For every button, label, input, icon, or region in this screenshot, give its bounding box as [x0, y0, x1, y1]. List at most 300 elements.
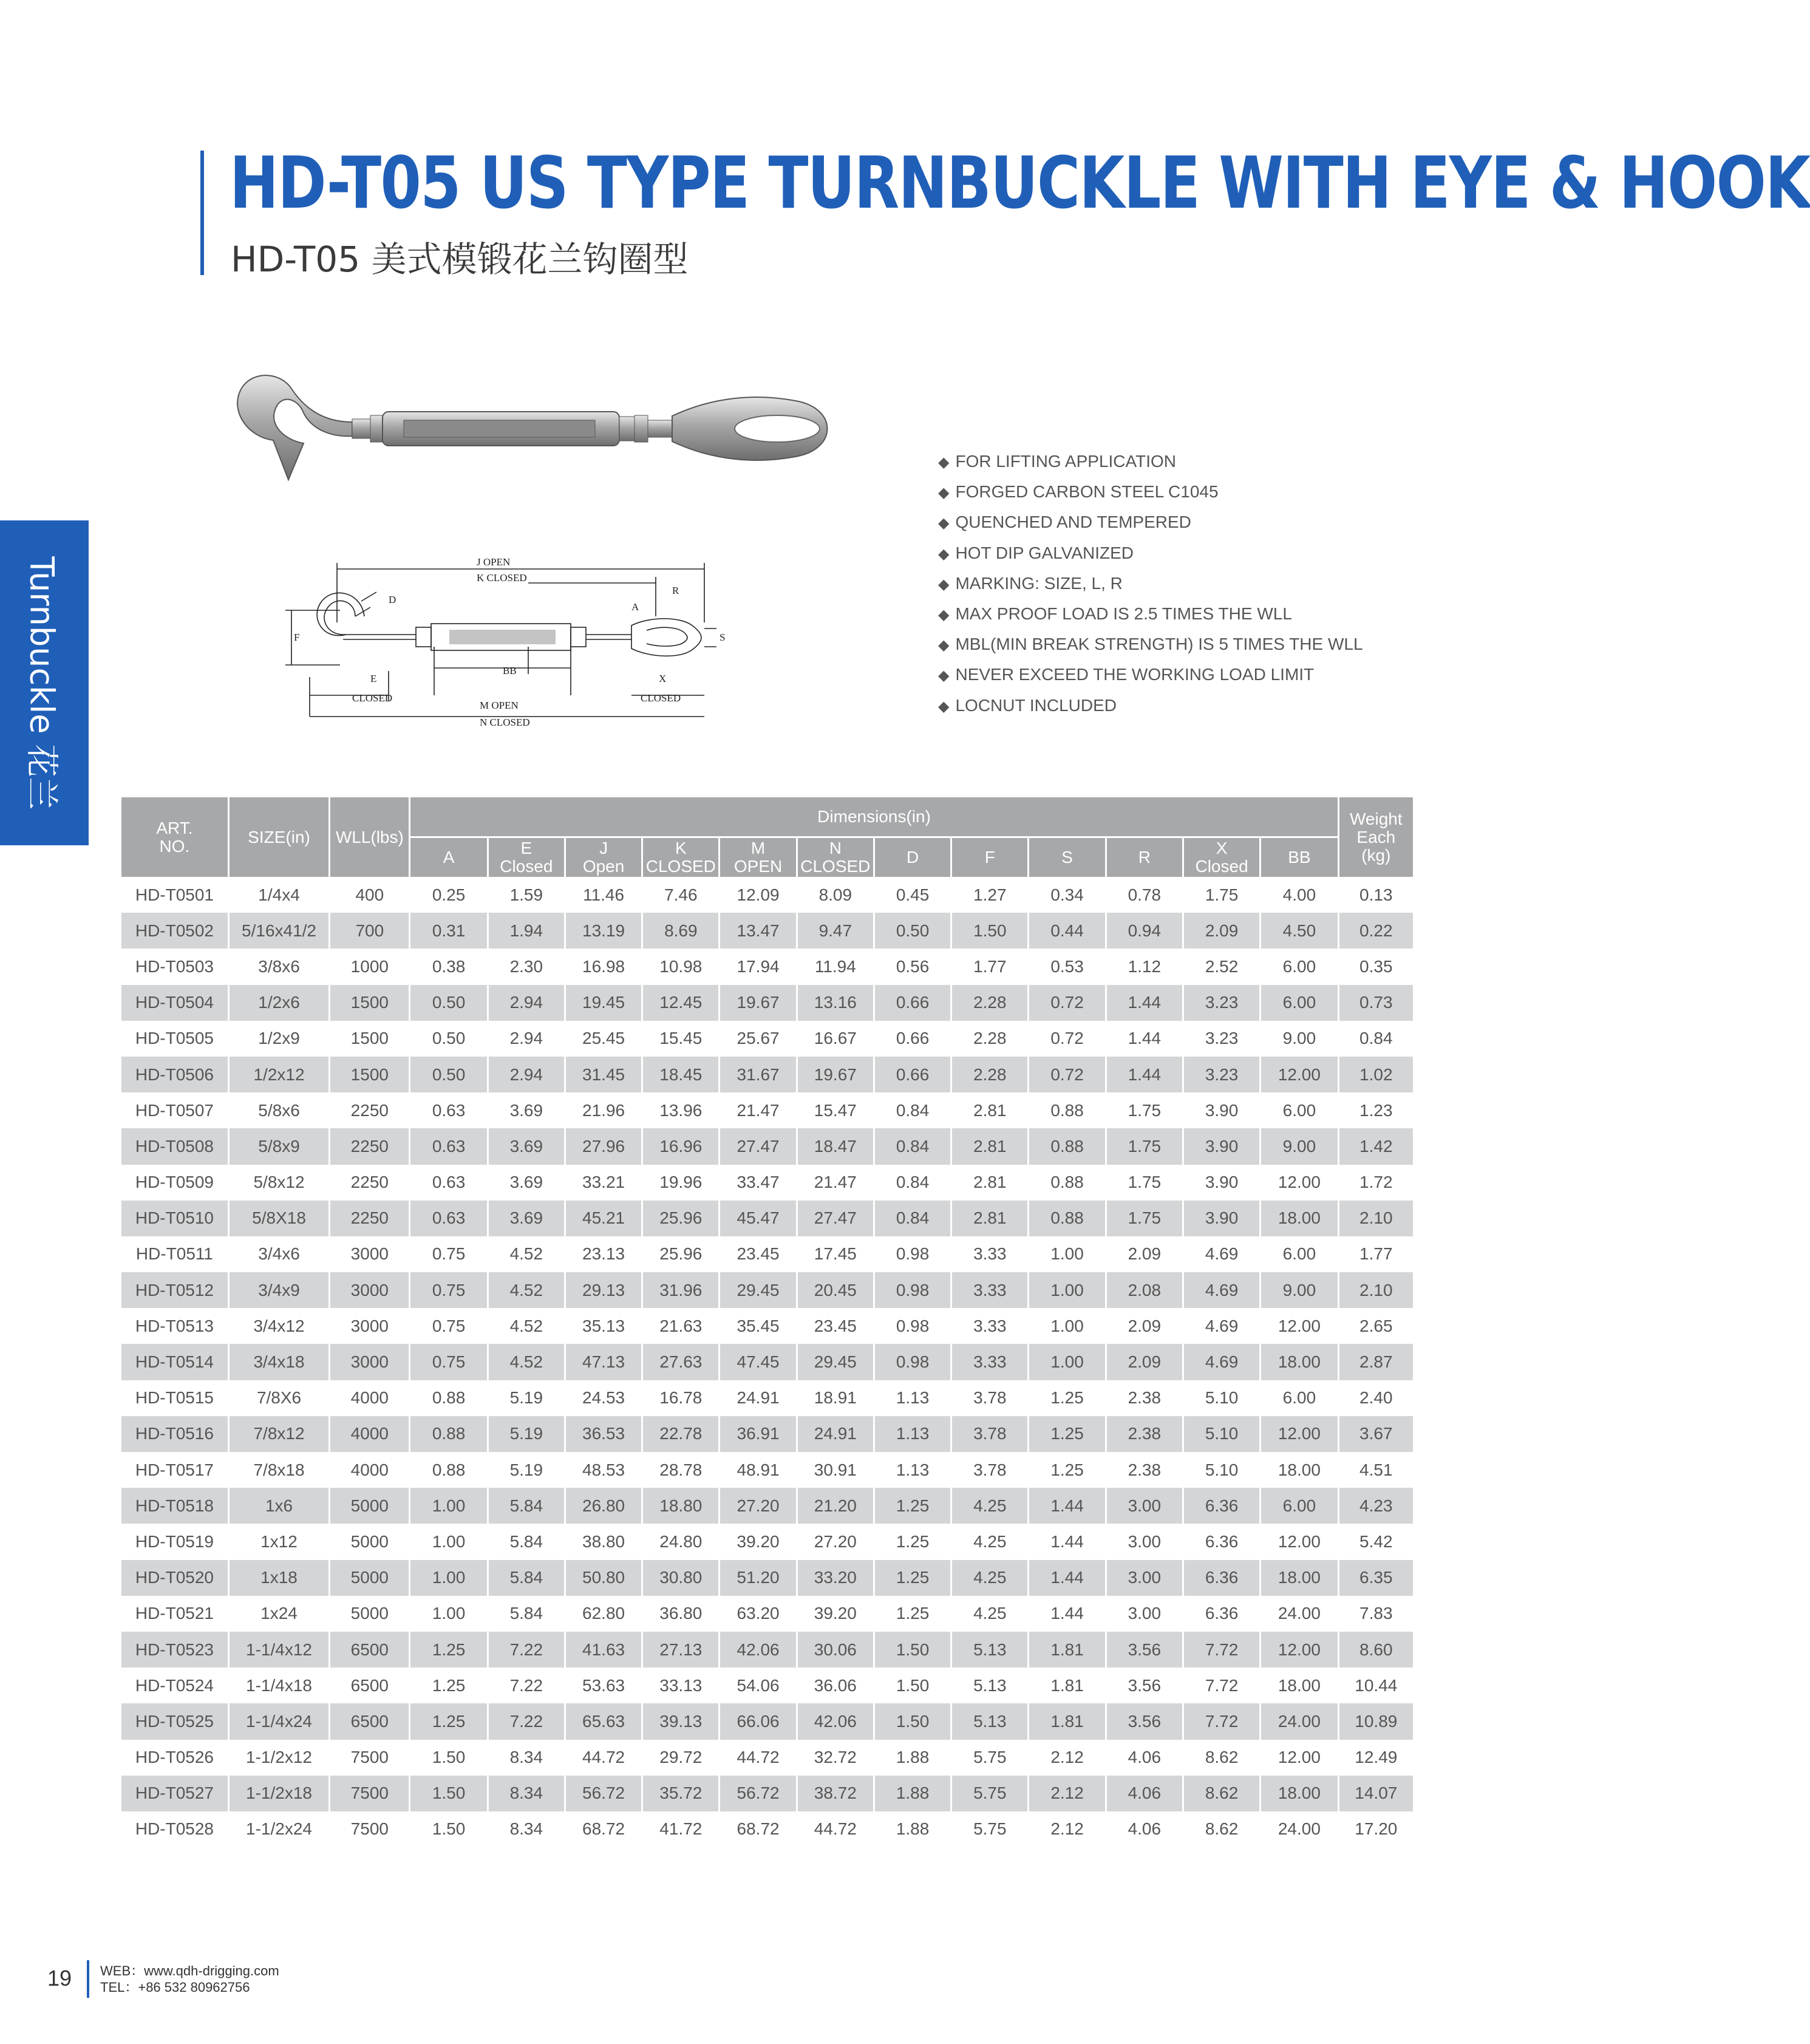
- table-cell: 4.69: [1183, 1344, 1260, 1380]
- table-cell: 3/8x6: [228, 949, 329, 984]
- side-category-tab: [0, 520, 89, 845]
- table-cell: 5/8X18: [228, 1201, 329, 1236]
- table-cell: 1-1/4x12: [228, 1632, 329, 1668]
- table-cell: 1.75: [1106, 1128, 1183, 1164]
- table-cell: 3.56: [1106, 1703, 1183, 1739]
- table-row: [121, 1560, 1414, 1596]
- table-cell: 27.63: [642, 1344, 720, 1380]
- table-cell: 36.53: [565, 1416, 642, 1452]
- table-cell: 0.98: [874, 1344, 951, 1380]
- table-cell: 5.42: [1338, 1524, 1414, 1559]
- col-header-wll: WLL(lbs): [330, 797, 410, 877]
- label-m-open: M OPEN: [480, 700, 519, 711]
- col-header-dimensions: Dimensions(in): [410, 797, 1338, 837]
- table-cell: 24.00: [1261, 1596, 1338, 1632]
- table-cell: 33.21: [565, 1165, 642, 1201]
- table-cell: 0.53: [1029, 949, 1106, 984]
- footer-accent-bar: [87, 1960, 89, 1998]
- table-cell: 16.98: [565, 949, 642, 984]
- table-cell: 5/8x6: [228, 1092, 329, 1128]
- table-row: [121, 1703, 1414, 1739]
- table-cell: 4.51: [1338, 1452, 1414, 1488]
- table-cell: 27.20: [720, 1488, 797, 1524]
- table-cell: HD-T0509: [121, 1165, 228, 1201]
- table-cell: 5.84: [488, 1524, 565, 1559]
- table-cell: 0.72: [1029, 985, 1106, 1021]
- table-cell: 1.00: [410, 1596, 488, 1632]
- table-cell: 29.72: [642, 1740, 720, 1776]
- table-cell: 1-1/2x18: [228, 1776, 329, 1811]
- table-cell: 1.13: [874, 1416, 951, 1452]
- table-cell: 5.19: [488, 1416, 565, 1452]
- table-cell: 1x18: [228, 1560, 329, 1596]
- table-cell: 1.72: [1338, 1165, 1414, 1201]
- table-cell: 66.06: [720, 1703, 797, 1739]
- eye-icon: [672, 397, 828, 460]
- table-cell: 7.72: [1183, 1668, 1260, 1703]
- table-cell: HD-T0528: [121, 1811, 228, 1847]
- table-cell: 6.35: [1338, 1560, 1414, 1596]
- table-cell: 1x24: [228, 1596, 329, 1632]
- table-cell: 2.65: [1338, 1308, 1414, 1344]
- table-cell: 0.84: [874, 1201, 951, 1236]
- table-cell: 1.25: [410, 1703, 488, 1739]
- table-cell: HD-T0527: [121, 1776, 228, 1811]
- table-cell: 3.90: [1183, 1128, 1260, 1164]
- table-cell: 12.00: [1261, 1632, 1338, 1668]
- col-header-dim: BB: [1261, 837, 1338, 877]
- table-cell: 0.78: [1106, 877, 1183, 913]
- table-cell: 2.08: [1106, 1272, 1183, 1308]
- table-cell: 12.45: [642, 985, 720, 1021]
- table-cell: 5.75: [951, 1776, 1029, 1811]
- label-x-closed: CLOSED: [641, 692, 681, 704]
- table-cell: 4.06: [1106, 1740, 1183, 1776]
- table-cell: 18.00: [1261, 1452, 1338, 1488]
- table-cell: 2.28: [951, 985, 1029, 1021]
- label-f: F: [294, 632, 300, 643]
- table-cell: 19.67: [720, 985, 797, 1021]
- table-cell: 36.06: [797, 1668, 874, 1703]
- table-cell: 5.75: [951, 1811, 1029, 1847]
- table-cell: 9.00: [1261, 1128, 1338, 1164]
- feature-item: ◆ FOR LIFTING APPLICATION: [938, 452, 1177, 471]
- table-cell: 9.47: [797, 913, 874, 949]
- table-cell: 45.21: [565, 1201, 642, 1236]
- table-cell: 1.44: [1029, 1596, 1106, 1632]
- table-cell: 1.25: [410, 1632, 488, 1668]
- table-cell: 1.88: [874, 1811, 951, 1847]
- table-cell: 4000: [330, 1380, 410, 1416]
- table-cell: 6500: [330, 1632, 410, 1668]
- table-cell: 2.28: [951, 1021, 1029, 1057]
- table-cell: 7/8x12: [228, 1416, 329, 1452]
- table-cell: 5.19: [488, 1452, 565, 1488]
- table-cell: 5000: [330, 1596, 410, 1632]
- table-cell: HD-T0517: [121, 1452, 228, 1488]
- table-cell: 25.96: [642, 1201, 720, 1236]
- table-cell: 4.52: [488, 1236, 565, 1272]
- table-cell: 1.25: [874, 1560, 951, 1596]
- table-cell: 27.96: [565, 1128, 642, 1164]
- col-header-dim: R: [1106, 837, 1183, 877]
- table-cell: HD-T0516: [121, 1416, 228, 1452]
- table-row: [121, 1524, 1414, 1559]
- table-cell: 4.06: [1106, 1811, 1183, 1847]
- table-cell: 1500: [330, 1021, 410, 1057]
- table-cell: 2.10: [1338, 1272, 1414, 1308]
- table-cell: 4000: [330, 1452, 410, 1488]
- feature-item: ◆ FORGED CARBON STEEL C1045: [938, 482, 1219, 502]
- table-cell: 0.98: [874, 1272, 951, 1308]
- table-cell: 44.72: [720, 1740, 797, 1776]
- table-cell: 39.13: [642, 1703, 720, 1739]
- table-cell: 27.47: [720, 1128, 797, 1164]
- table-row: [121, 1308, 1414, 1344]
- table-cell: 3.78: [951, 1452, 1029, 1488]
- table-cell: 7/8X6: [228, 1380, 329, 1416]
- table-row: [121, 1021, 1414, 1057]
- table-cell: 6.36: [1183, 1596, 1260, 1632]
- table-cell: 1.25: [874, 1524, 951, 1559]
- table-cell: 24.80: [642, 1524, 720, 1559]
- table-cell: 3.90: [1183, 1201, 1260, 1236]
- table-cell: 5.10: [1183, 1416, 1260, 1452]
- table-cell: HD-T0505: [121, 1021, 228, 1057]
- table-cell: 19.96: [642, 1165, 720, 1201]
- table-cell: 1.44: [1106, 1057, 1183, 1092]
- table-cell: 2.09: [1183, 913, 1260, 949]
- table-cell: 44.72: [565, 1740, 642, 1776]
- table-row: [121, 913, 1414, 949]
- table-cell: 5.84: [488, 1596, 565, 1632]
- table-cell: 0.63: [410, 1092, 488, 1128]
- page-number: 19: [47, 1966, 72, 1991]
- table-cell: 1.44: [1106, 985, 1183, 1021]
- product-photo: [231, 364, 850, 486]
- table-cell: 12.00: [1261, 1524, 1338, 1559]
- table-cell: 6.36: [1183, 1488, 1260, 1524]
- table-cell: 0.84: [1338, 1021, 1414, 1057]
- table-cell: 0.88: [1029, 1165, 1106, 1201]
- feature-item: ◆ NEVER EXCEED THE WORKING LOAD LIMIT: [938, 665, 1315, 684]
- table-cell: 1-1/2x24: [228, 1811, 329, 1847]
- table-cell: 2.81: [951, 1092, 1029, 1128]
- table-cell: HD-T0526: [121, 1740, 228, 1776]
- table-cell: 1.23: [1338, 1092, 1414, 1128]
- table-cell: 0.31: [410, 913, 488, 949]
- table-cell: 9.00: [1261, 1021, 1338, 1057]
- table-cell: 2.94: [488, 1057, 565, 1092]
- table-cell: 15.45: [642, 1021, 720, 1057]
- table-cell: 2.38: [1106, 1416, 1183, 1452]
- table-cell: 63.20: [720, 1596, 797, 1632]
- table-cell: 0.66: [874, 985, 951, 1021]
- table-row: [121, 1488, 1414, 1524]
- table-cell: 0.73: [1338, 985, 1414, 1021]
- table-cell: 16.78: [642, 1380, 720, 1416]
- diamond-bullet-icon: ◆: [938, 576, 950, 593]
- table-cell: 10.44: [1338, 1668, 1414, 1703]
- table-cell: 5000: [330, 1560, 410, 1596]
- table-cell: 6.00: [1261, 949, 1338, 984]
- table-cell: 18.47: [797, 1128, 874, 1164]
- table-cell: 1.13: [874, 1380, 951, 1416]
- table-cell: 0.84: [874, 1165, 951, 1201]
- table-row: [121, 1236, 1414, 1272]
- table-cell: 53.63: [565, 1668, 642, 1703]
- table-cell: 4.50: [1261, 913, 1338, 949]
- table-cell: 7/8x18: [228, 1452, 329, 1488]
- label-s: S: [720, 632, 726, 643]
- title-accent-bar: [200, 151, 204, 275]
- table-cell: 2.30: [488, 949, 565, 984]
- col-header-dim: X Closed: [1183, 837, 1260, 877]
- table-cell: 18.00: [1261, 1668, 1338, 1703]
- table-cell: 7.22: [488, 1703, 565, 1739]
- footer-web: WEB：www.qdh-drigging.com: [100, 1963, 279, 1978]
- table-cell: 41.72: [642, 1811, 720, 1847]
- table-cell: 21.47: [720, 1092, 797, 1128]
- table-cell: 0.88: [1029, 1128, 1106, 1164]
- table-cell: 25.45: [565, 1021, 642, 1057]
- table-cell: 2.10: [1338, 1201, 1414, 1236]
- table-cell: HD-T0512: [121, 1272, 228, 1308]
- table-cell: 16.96: [642, 1128, 720, 1164]
- table-cell: 0.98: [874, 1236, 951, 1272]
- table-cell: 27.13: [642, 1632, 720, 1668]
- table-cell: 4.25: [951, 1560, 1029, 1596]
- table-cell: 1.25: [1029, 1452, 1106, 1488]
- table-cell: 2250: [330, 1201, 410, 1236]
- table-cell: 48.91: [720, 1452, 797, 1488]
- diamond-bullet-icon: ◆: [938, 698, 950, 715]
- table-cell: 2250: [330, 1128, 410, 1164]
- table-cell: 50.80: [565, 1560, 642, 1596]
- label-bb: BB: [503, 665, 517, 676]
- table-cell: 36.91: [720, 1416, 797, 1452]
- table-cell: 3.33: [951, 1272, 1029, 1308]
- table-cell: 68.72: [720, 1811, 797, 1847]
- table-cell: 3.67: [1338, 1416, 1414, 1452]
- page-title: HD-T05 US TYPE TURNBUCKLE WITH EYE & HOOK: [230, 141, 1810, 225]
- diamond-bullet-icon: ◆: [938, 667, 950, 684]
- table-cell: 3.00: [1106, 1596, 1183, 1632]
- table-cell: 4.52: [488, 1344, 565, 1380]
- table-cell: 31.67: [720, 1057, 797, 1092]
- table-row: [121, 1740, 1414, 1776]
- table-cell: 1.27: [951, 877, 1029, 913]
- table-cell: 2250: [330, 1092, 410, 1128]
- table-cell: 0.88: [1029, 1201, 1106, 1236]
- table-cell: 38.72: [797, 1776, 874, 1811]
- label-r: R: [672, 585, 679, 596]
- table-cell: 0.72: [1029, 1021, 1106, 1057]
- table-cell: 17.45: [797, 1236, 874, 1272]
- spec-table: [121, 797, 1415, 1847]
- hook-icon: [237, 375, 352, 480]
- table-cell: 1.50: [874, 1703, 951, 1739]
- table-cell: 25.67: [720, 1021, 797, 1057]
- table-cell: 3.00: [1106, 1488, 1183, 1524]
- table-cell: 18.00: [1261, 1560, 1338, 1596]
- table-cell: 4.52: [488, 1308, 565, 1344]
- table-cell: 8.62: [1183, 1811, 1260, 1847]
- table-cell: 3.69: [488, 1092, 565, 1128]
- table-cell: 13.96: [642, 1092, 720, 1128]
- table-cell: 3.23: [1183, 985, 1260, 1021]
- table-cell: 21.96: [565, 1092, 642, 1128]
- table-row: [121, 1452, 1414, 1488]
- table-cell: 1.50: [874, 1668, 951, 1703]
- table-cell: 5/16x41/2: [228, 913, 329, 949]
- table-cell: 2.09: [1106, 1344, 1183, 1380]
- table-cell: 1.44: [1106, 1021, 1183, 1057]
- table-cell: 0.75: [410, 1344, 488, 1380]
- table-cell: 1/2x12: [228, 1057, 329, 1092]
- table-cell: 2.94: [488, 1021, 565, 1057]
- table-cell: 0.66: [874, 1057, 951, 1092]
- table-cell: 8.34: [488, 1740, 565, 1776]
- table-cell: 0.56: [874, 949, 951, 984]
- table-cell: HD-T0524: [121, 1668, 228, 1703]
- table-cell: 24.00: [1261, 1703, 1338, 1739]
- table-cell: 5/8x9: [228, 1128, 329, 1164]
- table-cell: 0.84: [874, 1128, 951, 1164]
- table-cell: HD-T0510: [121, 1201, 228, 1236]
- table-cell: 4.69: [1183, 1236, 1260, 1272]
- table-cell: 1/4x4: [228, 877, 329, 913]
- table-cell: 47.45: [720, 1344, 797, 1380]
- col-header-dim: N CLOSED: [797, 837, 874, 877]
- table-cell: HD-T0521: [121, 1596, 228, 1632]
- table-cell: 1/2x9: [228, 1021, 329, 1057]
- table-cell: 1/2x6: [228, 985, 329, 1021]
- col-header-art-no: ART. NO.: [121, 797, 228, 877]
- table-cell: 17.94: [720, 949, 797, 984]
- table-cell: 4.00: [1261, 877, 1338, 913]
- col-header-weight: Weight Each (kg): [1338, 797, 1414, 877]
- table-cell: 48.53: [565, 1452, 642, 1488]
- table-cell: 4.06: [1106, 1776, 1183, 1811]
- table-cell: 68.72: [565, 1811, 642, 1847]
- table-cell: 6.36: [1183, 1560, 1260, 1596]
- table-cell: 3.78: [951, 1416, 1029, 1452]
- table-cell: 0.66: [874, 1021, 951, 1057]
- table-cell: 11.46: [565, 877, 642, 913]
- table-row: [121, 1380, 1414, 1416]
- table-cell: 3.78: [951, 1380, 1029, 1416]
- table-cell: 10.89: [1338, 1703, 1414, 1739]
- table-cell: 42.06: [720, 1632, 797, 1668]
- table-cell: 30.91: [797, 1452, 874, 1488]
- table-cell: 1.00: [410, 1560, 488, 1596]
- table-cell: 6.00: [1261, 1236, 1338, 1272]
- table-cell: 6.00: [1261, 1092, 1338, 1128]
- table-cell: 33.47: [720, 1165, 797, 1201]
- table-cell: 2.12: [1029, 1776, 1106, 1811]
- col-header-size: SIZE(in): [228, 797, 329, 877]
- table-row: [121, 1092, 1414, 1128]
- table-cell: 29.45: [720, 1272, 797, 1308]
- table-cell: 21.63: [642, 1308, 720, 1344]
- table-cell: 1.00: [410, 1488, 488, 1524]
- table-cell: 0.63: [410, 1128, 488, 1164]
- table-cell: 27.47: [797, 1201, 874, 1236]
- label-e-closed: CLOSED: [352, 692, 393, 704]
- col-header-dim: D: [874, 837, 951, 877]
- table-cell: 1.25: [874, 1488, 951, 1524]
- table-cell: 0.84: [874, 1092, 951, 1128]
- table-cell: 1.25: [410, 1668, 488, 1703]
- table-cell: 1.59: [488, 877, 565, 913]
- table-cell: 11.94: [797, 949, 874, 984]
- table-cell: 0.88: [410, 1380, 488, 1416]
- table-cell: 31.45: [565, 1057, 642, 1092]
- table-cell: 30.80: [642, 1560, 720, 1596]
- col-header-dim: E Closed: [488, 837, 565, 877]
- feature-item: ◆ MARKING: SIZE, L, R: [938, 573, 1123, 593]
- table-cell: 0.34: [1029, 877, 1106, 913]
- table-cell: 1.50: [951, 913, 1029, 949]
- table-row: [121, 877, 1414, 913]
- table-cell: 32.72: [797, 1740, 874, 1776]
- table-cell: 0.98: [874, 1308, 951, 1344]
- table-cell: 12.00: [1261, 1165, 1338, 1201]
- table-cell: 8.34: [488, 1811, 565, 1847]
- footer-contact: [100, 1963, 279, 1995]
- table-cell: 2.09: [1106, 1308, 1183, 1344]
- label-a: A: [631, 601, 639, 613]
- table-cell: 42.06: [797, 1703, 874, 1739]
- col-header-dim: A: [410, 837, 488, 877]
- table-cell: 13.16: [797, 985, 874, 1021]
- col-header-dim: K CLOSED: [642, 837, 720, 877]
- diamond-bullet-icon: ◆: [938, 545, 950, 562]
- label-e: E: [370, 673, 377, 684]
- table-row: [121, 949, 1414, 984]
- table-cell: 1.25: [1029, 1380, 1106, 1416]
- table-cell: 2.38: [1106, 1380, 1183, 1416]
- table-cell: 2.81: [951, 1165, 1029, 1201]
- table-cell: 3000: [330, 1272, 410, 1308]
- table-cell: 41.63: [565, 1632, 642, 1668]
- table-cell: 33.20: [797, 1560, 874, 1596]
- table-cell: 22.78: [642, 1416, 720, 1452]
- table-cell: HD-T0507: [121, 1092, 228, 1128]
- table-cell: 8.09: [797, 877, 874, 913]
- table-cell: 47.13: [565, 1344, 642, 1380]
- table-cell: HD-T0504: [121, 985, 228, 1021]
- table-cell: 24.00: [1261, 1811, 1338, 1847]
- table-cell: 0.50: [410, 1057, 488, 1092]
- table-cell: 1.77: [1338, 1236, 1414, 1272]
- feature-item: ◆ HOT DIP GALVANIZED: [938, 543, 1134, 562]
- diamond-bullet-icon: ◆: [938, 637, 950, 654]
- table-cell: 2.28: [951, 1057, 1029, 1092]
- table-cell: 6500: [330, 1703, 410, 1739]
- table-row: [121, 1668, 1414, 1703]
- table-cell: 1.77: [951, 949, 1029, 984]
- table-cell: 7.83: [1338, 1596, 1414, 1632]
- table-row: [121, 1596, 1414, 1632]
- table-cell: 12.00: [1261, 1740, 1338, 1776]
- table-cell: 65.63: [565, 1703, 642, 1739]
- table-row: [121, 1811, 1414, 1847]
- table-cell: 30.06: [797, 1632, 874, 1668]
- table-cell: 0.94: [1106, 913, 1183, 949]
- table-cell: 2.81: [951, 1128, 1029, 1164]
